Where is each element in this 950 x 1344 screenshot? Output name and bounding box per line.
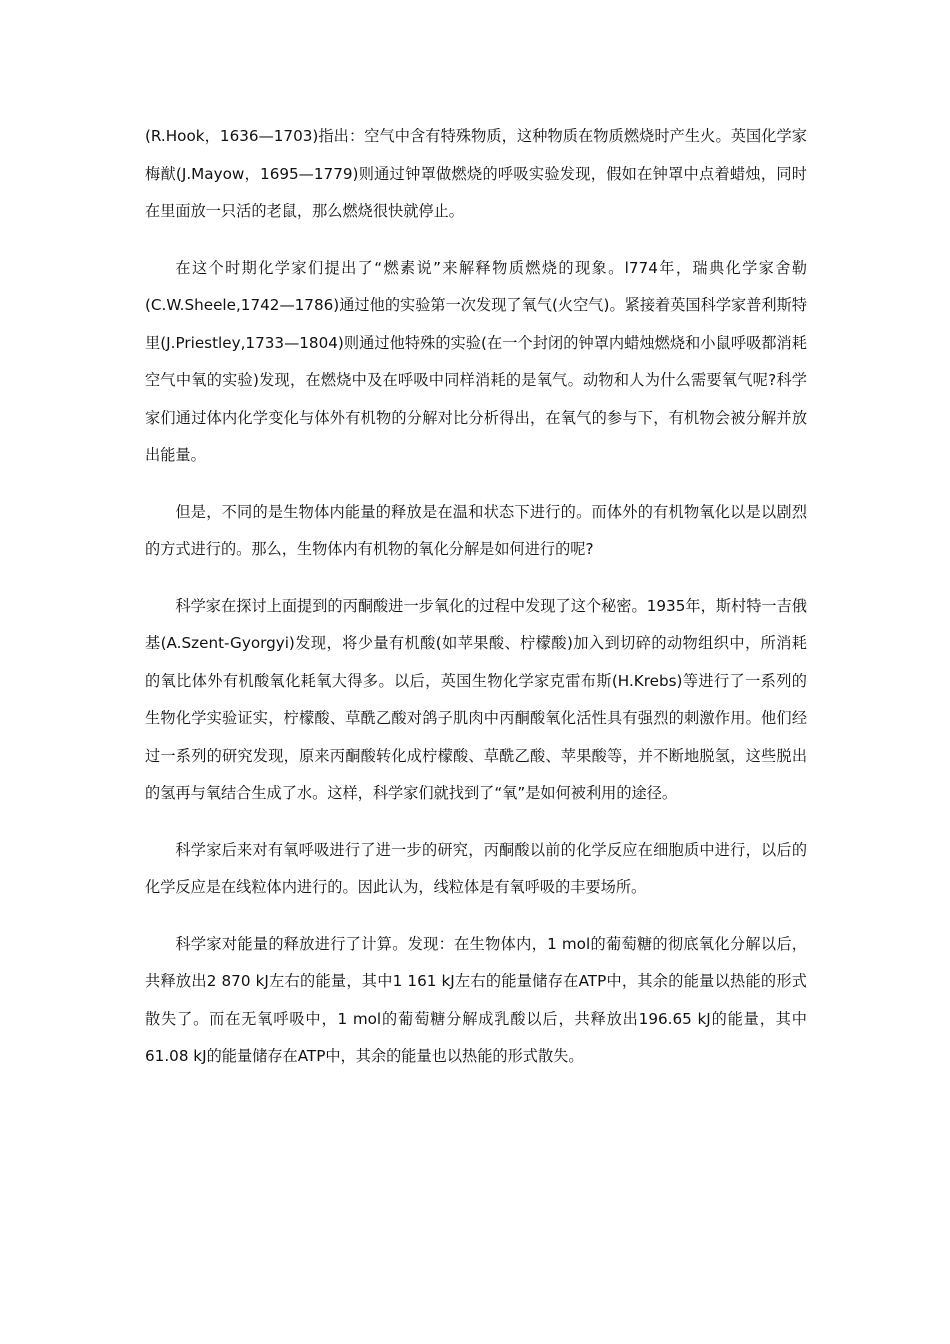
paragraph-4: 科学家在探讨上面提到的丙酮酸进一步氧化的过程中发现了这个秘密。1935年，斯村特一吉俄基(A.Szent-Gyorgyi)发现，将少量有机酸(如苹果酸、柠檬酸)加入到切碎的动物组织中，所消耗的氧比体外有机酸氧化耗氧大得多。以后，英国生物化学家克雷布斯(H.Krebs)等进行了一系列的生物化学实验证实，柠檬酸、草酰乙酸对鸽子肌肉中丙酮酸氧化活性具有强烈的刺激作用。他们经过一系列的研究发现，原来丙酮酸转化成柠檬酸、草酰乙酸、苹果酸等，并不断地脱氢，这些脱出的氢再与氧结合生成了水。这样，科学家们就找到了“氧”是如何被利用的途径。 (145, 596, 807, 802)
paragraph-5: 科学家后来对有氧呼吸进行了进一步的研究，丙酮酸以前的化学反应在细胞质中进行，以后的化学反应是在线粒体内进行的。因此认为，线粒体是有氧呼吸的丰要场所。 (145, 840, 807, 896)
paragraph-3: 但是，不同的是生物体内能量的释放是在温和状态下进行的。而体外的有机物氧化以是以剧烈的方式进行的。那么，生物体内有机物的氧化分解是如何进行的呢? (145, 502, 807, 558)
document-page (145, 118, 807, 1095)
paragraph-2: 在这个时期化学家们提出了“燃素说”来解释物质燃烧的现象。l774年，瑞典化学家舍勒(C.W.Sheele,1742—1786)通过他的实验第一次发现了氧气(火空气)。紧接着英国科学家普利斯特里(J.Priestley,1733—1804)则通过他特殊的实验(在一个封闭的钟罩内蜡烛燃烧和小鼠呼吸都消耗空气中氧的实验)发现，在燃烧中及在呼吸中同样消耗的是氧气。动物和人为什么需要氧气呢?科学家们通过体内化学变化与体外有机物的分解对比分析得出，在氧气的参与下，有机物会被分解并放出能量。 (145, 258, 807, 464)
paragraph-1: (R.Hook，1636—1703)指出：空气中含有特殊物质，这种物质在物质燃烧时产生火。英国化学家梅猷(J.Mayow，1695—1779)则通过钟罩做燃烧的呼吸实验发现，假如在钟罩中点着蜡烛，同时在里面放一只活的老鼠，那么燃烧很快就停止。 (145, 127, 807, 220)
paragraph-6: 科学家对能量的释放进行了计算。发现：在生物体内，1 mol的葡萄糖的彻底氧化分解以后，共释放出2 870 kJ左右的能量，其中1 161 kJ左右的能量储存在ATP中，其余的能量以热能的形式散失了。而在无氧呼吸中，1 mol的葡萄糖分解成乳酸以后，共释放出196.65 kJ的能量，其中61.08 kJ的能量储存在ATP中，其余的能量也以热能的形式散失。 (145, 934, 807, 1065)
